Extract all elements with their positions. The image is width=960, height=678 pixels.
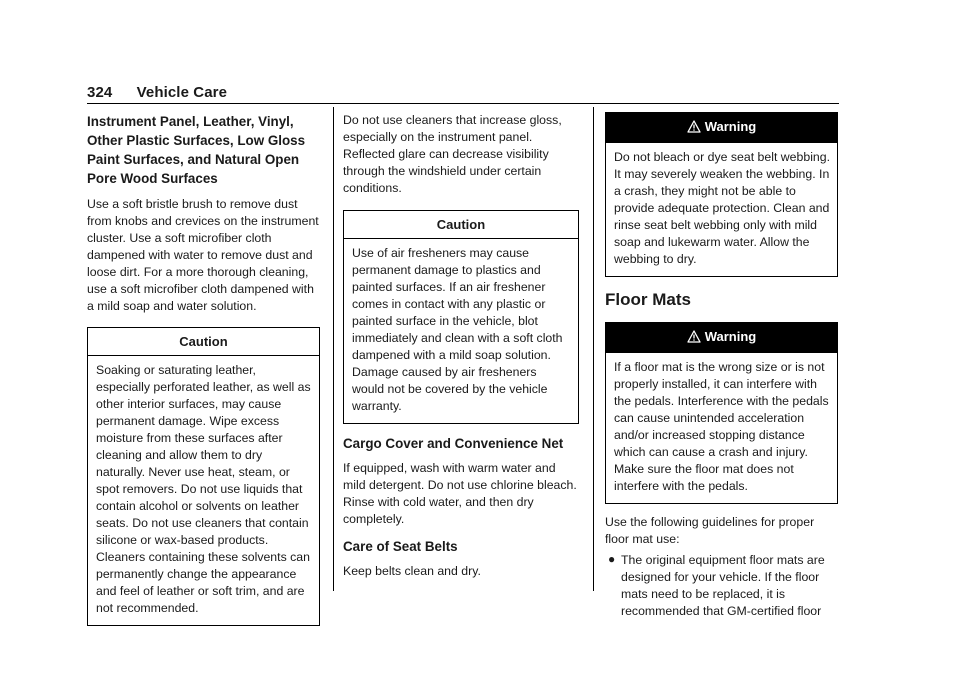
header-rule	[87, 103, 839, 104]
column-3	[605, 112, 838, 620]
caution-box-leather	[87, 327, 320, 626]
column-divider-2	[593, 107, 594, 591]
seat-belts-heading: Care of Seat Belts	[343, 539, 458, 554]
warning-header	[606, 323, 837, 353]
warning-triangle-icon	[687, 330, 701, 348]
list-item	[605, 552, 838, 620]
caution-title: Caution	[88, 328, 319, 356]
warning-box-floor-mat	[605, 322, 838, 504]
bullet-text: The original equipment floor mats are designed for your vehicle. If the floor mats need to be replaced, it is recommended that GM-certified floor	[621, 553, 825, 618]
warning-text: Do not bleach or dye seat belt webbing. It may severely weaken the webbing. In a crash, they might not be able to provide adequate protection. Clean and rinse seat belt webbing only with mild soap and lukewarm water. Allow the webbing to dry.	[614, 150, 831, 266]
page-number: 324	[87, 84, 113, 101]
page-header	[87, 84, 227, 101]
bullet-icon: ●	[608, 552, 616, 566]
floor-mat-guidelines-text: Use the following guidelines for proper floor mat use:	[605, 515, 815, 546]
section-title: Vehicle Care	[136, 84, 228, 101]
cargo-cover-text: If equipped, wash with warm water and mild detergent. Do not use chlorine bleach. Rinse with cold water, and then dry completely.	[343, 461, 577, 526]
warning-title: Warning	[704, 119, 757, 134]
column-divider-1	[333, 107, 334, 591]
warning-title: Warning	[704, 329, 757, 344]
caution-text: Soaking or saturating leather, especially perforated leather, as well as other interior surfaces, may cause permanent damage. Wipe excess moisture from these surfaces after cleaning and allow them to dry naturally. Never use heat, steam, or spot removers. Do not use liquids that contain alcohol or solvents on leather seats. Do not use cleaners that contain silicone or wax-based products. Cleaners containing these solvents can permanently change the appearance and feel of leather or soft trim, and are not recommended.	[96, 363, 311, 615]
gloss-cleaner-text: Do not use cleaners that increase gloss, especially on the instrument panel. Reflected glare can decrease visibility through the windshield under certain conditions.	[343, 113, 562, 195]
column-2	[343, 112, 579, 580]
caution-box-air-freshener	[343, 210, 579, 424]
caution-text: Use of air fresheners may cause permanent damage to plastics and painted surfaces. If an air freshener comes in contact with any plastic or painted surface in the vehicle, blot immediately and clean with a soft cloth dampened with a mild soap solution. Damage caused by air fresheners would not be covered by the vehicle warranty.	[352, 246, 563, 413]
seat-belts-text: Keep belts clean and dry.	[343, 564, 481, 578]
warning-text: If a floor mat is the wrong size or is not properly installed, it can interfere with the pedals. Interference with the pedals can cause unintended acceleration and/or increased stopping distance which can cause a crash and injury. Make sure the floor mat does not interfere with the pedals.	[614, 360, 829, 493]
column-1	[87, 112, 320, 626]
warning-box-seat-belt	[605, 112, 838, 277]
instrument-panel-text: Use a soft bristle brush to remove dust from knobs and crevices on the instrument cluster. Use a soft microfiber cloth dampened with water to remove dust and loose dirt. For a more thorough cleaning, use a soft microfiber cloth dampened with a mild soap and water solution.	[87, 197, 319, 313]
floor-mats-heading: Floor Mats	[605, 290, 691, 309]
instrument-panel-heading: Instrument Panel, Leather, Vinyl, Other Plastic Surfaces, Low Gloss Paint Surfaces, and Natural Open Pore Wood Surfaces	[87, 114, 306, 186]
warning-triangle-icon	[687, 120, 701, 138]
warning-header	[606, 113, 837, 143]
caution-title: Caution	[344, 211, 578, 239]
cargo-cover-heading: Cargo Cover and Convenience Net	[343, 436, 564, 451]
